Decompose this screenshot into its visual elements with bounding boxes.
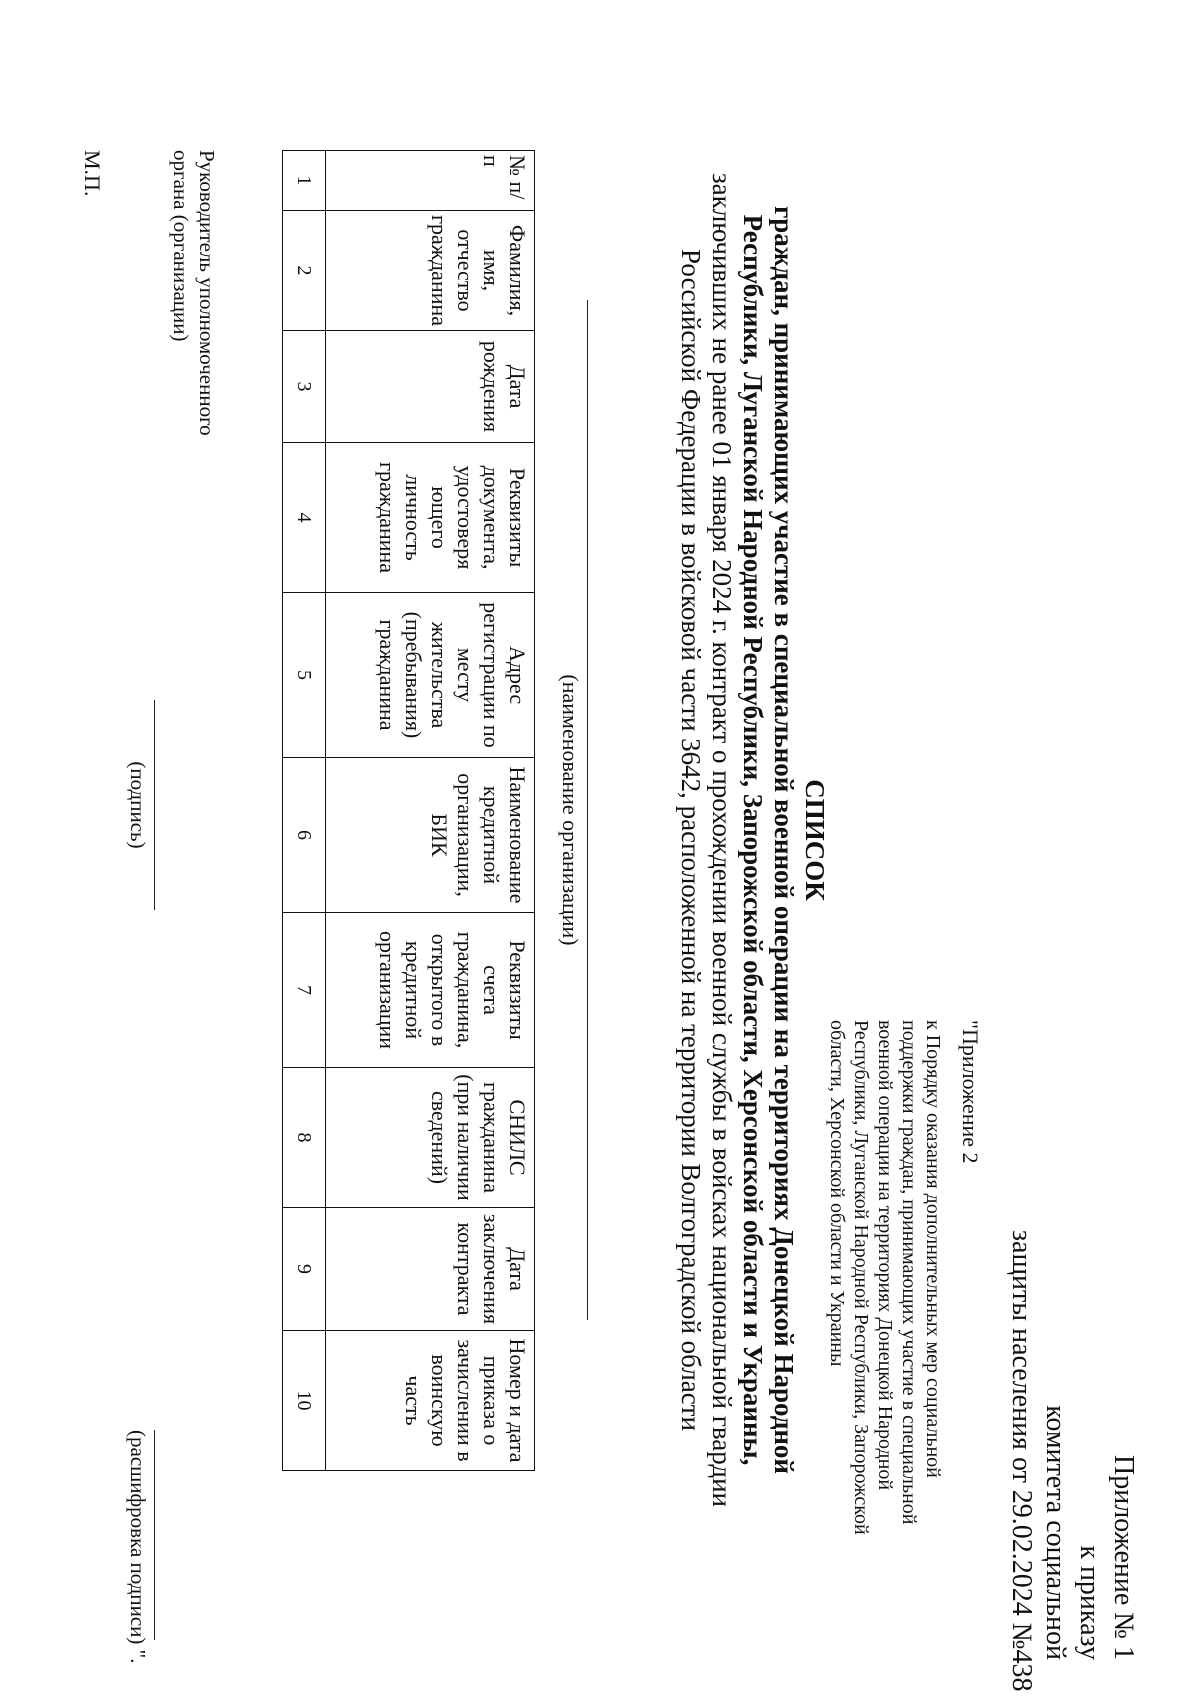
- header-cell: Фамилия, имя, отчество гражданина: [326, 211, 535, 331]
- order-ref-line: Республики, Луганской Народной Республики, Запорожской: [850, 1020, 872, 1535]
- appendix-line: к приказу: [1074, 1545, 1105, 1660]
- column-number: 10: [283, 1331, 326, 1471]
- header-cell: Дата рождения: [326, 331, 535, 443]
- column-number: 8: [283, 1068, 326, 1208]
- column-number: 9: [283, 1208, 326, 1331]
- appendix-line: комитета социальной: [1040, 1405, 1071, 1660]
- header-cell: Адрес регистрации по месту жительства (пребывания) гражданина: [326, 593, 535, 758]
- appendix-block: [1004, 1230, 1140, 1692]
- header-cell: Реквизиты документа, удостоверя ющего личность гражданина: [326, 443, 535, 593]
- organization-name-field: (наименование организации): [557, 300, 588, 1320]
- column-number: 6: [283, 758, 326, 913]
- document-title: [675, 60, 830, 1620]
- table-header-row: [326, 151, 535, 1471]
- column-number: 5: [283, 593, 326, 758]
- title-line: Российской Федерации в войсковой части 3642, расположенной на территории Волгоградской области: [676, 249, 706, 1431]
- order-ref-line: военной операции на территориях Донецкой Народной: [874, 1020, 896, 1491]
- order-reference: [825, 1020, 945, 1660]
- header-cell: Дата заключения контракта: [326, 1208, 535, 1331]
- header-cell: СНИЛС гражданина (при наличии сведений): [326, 1068, 535, 1208]
- title-line: заключивших не ранее 01 января 2024 г. контракт о прохождении военной службы в войсках национальной гвардии: [707, 173, 737, 1507]
- appendix-line: Приложение № 1: [1108, 1455, 1139, 1660]
- head-signature-label: [168, 150, 220, 436]
- column-number: 1: [283, 151, 326, 211]
- column-number: 4: [283, 443, 326, 593]
- seal-mark: М.П.: [80, 150, 105, 197]
- order-ref-line: к Порядку оказания дополнительных мер социальной: [922, 1020, 944, 1478]
- order-ref-line: области, Херсонской области и Украины: [826, 1020, 848, 1367]
- order-intro: "Приложение 2: [958, 1020, 983, 1164]
- head-label-line: Руководитель уполномоченного: [195, 150, 219, 436]
- column-number-row: [283, 151, 326, 1471]
- title-main: СПИСОК: [800, 779, 830, 901]
- signature-decode-field: (расшифровка подписи) ".: [125, 1430, 155, 1640]
- appendix-line: защиты населения от 29.02.2024 №438: [1006, 1230, 1037, 1692]
- signature-field: (подпись): [125, 700, 155, 910]
- title-line: граждан, принимающих участие в специальной военной операции на территориях Донецкой Народной: [769, 206, 799, 1474]
- header-cell: Наименование кредитной организации, БИК: [326, 758, 535, 913]
- column-number: 7: [283, 913, 326, 1068]
- column-number: 2: [283, 211, 326, 331]
- head-label-line: органа (организации): [169, 150, 193, 342]
- header-cell: Реквизиты счета гражданина, открытого в кредитной организации: [326, 913, 535, 1068]
- column-number: 3: [283, 331, 326, 443]
- header-cell: Номер и дата приказа о зачислении в воинскую часть: [326, 1331, 535, 1471]
- title-line: Республики, Луганской Народной Республики, Запорожской области, Херсонской области и Украины,: [738, 214, 768, 1466]
- header-cell: № п/п: [326, 151, 535, 211]
- citizens-table: [282, 150, 535, 1471]
- order-ref-line: поддержки граждан, принимающих участие в специальной: [898, 1020, 920, 1525]
